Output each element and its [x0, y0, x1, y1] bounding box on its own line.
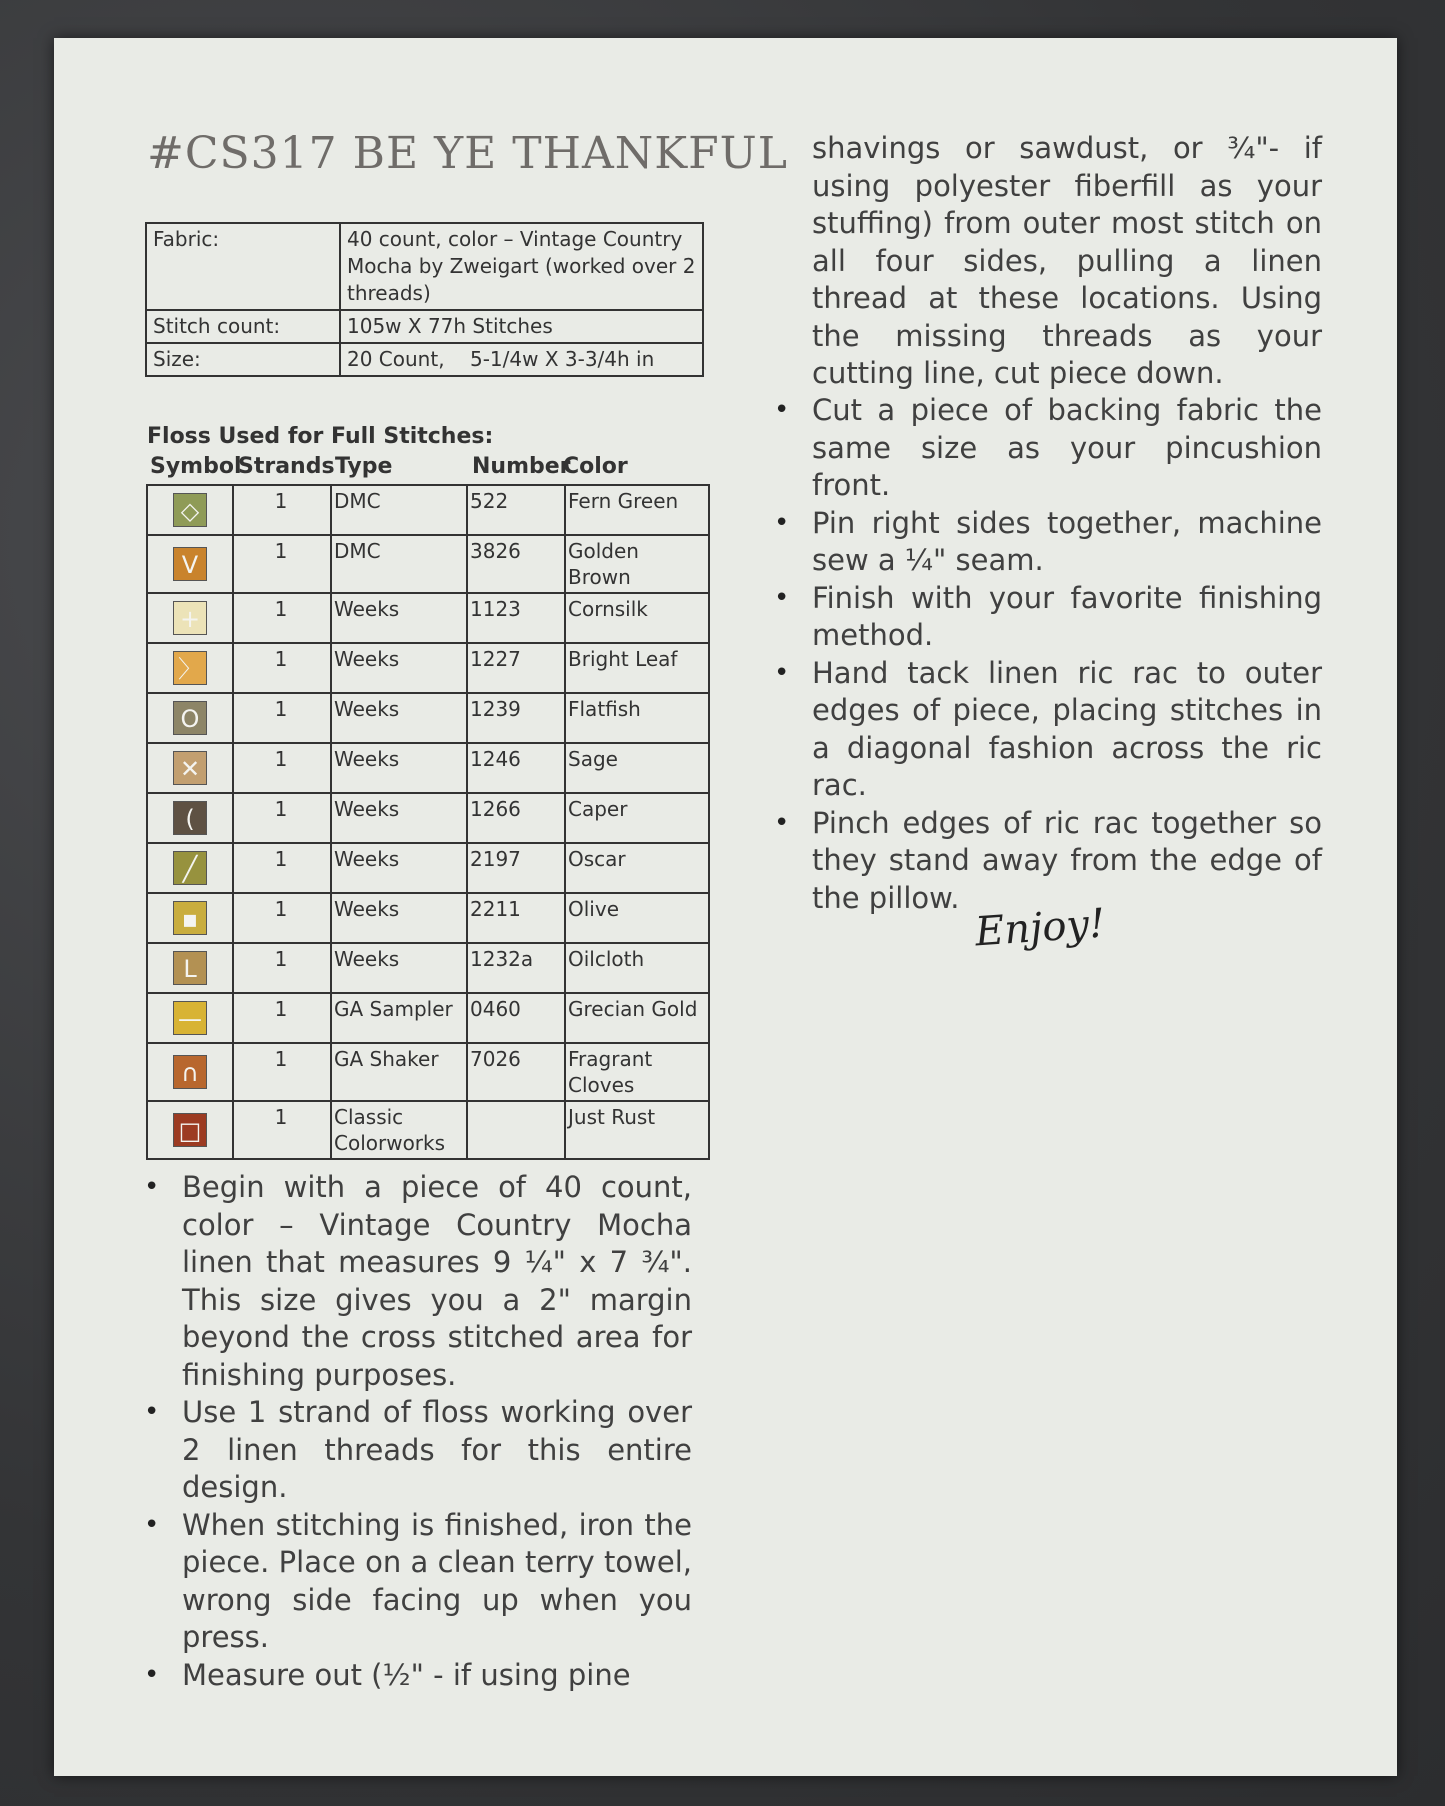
- floss-strands: 1: [233, 485, 331, 535]
- fabric-value: 40 count, color – Vintage Country Mocha by Zweigart (worked over 2 threads): [340, 223, 703, 310]
- floss-color-name: Oscar: [565, 843, 709, 893]
- floss-type: Weeks: [331, 693, 467, 743]
- floss-symbol-swatch: ✕: [173, 751, 207, 785]
- floss-number: 1123: [467, 593, 565, 643]
- floss-type: Classic Colorworks: [331, 1101, 467, 1159]
- floss-type: Weeks: [331, 843, 467, 893]
- size-row: [146, 343, 703, 376]
- floss-strands: 1: [233, 643, 331, 693]
- floss-type: Weeks: [331, 593, 467, 643]
- floss-strands: 1: [233, 793, 331, 843]
- floss-row: [147, 793, 709, 843]
- floss-row: [147, 893, 709, 943]
- floss-symbol-cell: [147, 743, 233, 793]
- floss-symbol-cell: [147, 793, 233, 843]
- floss-symbol-swatch: —: [173, 1001, 207, 1035]
- instruction-item: • Finish with your favorite finishing method.: [774, 580, 1322, 655]
- floss-type: DMC: [331, 485, 467, 535]
- floss-symbol-swatch: +: [173, 601, 207, 635]
- floss-symbol-cell: [147, 535, 233, 593]
- floss-color-name: Sage: [565, 743, 709, 793]
- floss-type: GA Shaker: [331, 1043, 467, 1101]
- floss-type: Weeks: [331, 893, 467, 943]
- floss-number: 522: [467, 485, 565, 535]
- floss-strands: 1: [233, 593, 331, 643]
- instruction-item: • Hand tack linen ric rac to outer edges of piece, placing stitches in a diagonal fashion across the ric rac.: [774, 655, 1322, 805]
- floss-strands: 1: [233, 943, 331, 993]
- floss-number: 0460: [467, 993, 565, 1043]
- floss-row: [147, 1101, 709, 1159]
- floss-strands: 1: [233, 843, 331, 893]
- instruction-item: • Measure out (½" - if using pine: [144, 1657, 692, 1695]
- floss-number: 3826: [467, 535, 565, 593]
- floss-symbol-swatch: □: [173, 1113, 207, 1147]
- floss-symbol-swatch: ▪: [173, 901, 207, 935]
- floss-color-name: Oilcloth: [565, 943, 709, 993]
- instruction-item: • When stitching is finished, iron the piece. Place on a clean terry towel, wrong side facing up when you press.: [144, 1507, 692, 1657]
- floss-symbol-cell: [147, 693, 233, 743]
- floss-number: [467, 1101, 565, 1159]
- floss-number: 2211: [467, 893, 565, 943]
- floss-type: Weeks: [331, 943, 467, 993]
- enjoy-signoff: Enjoy!: [973, 900, 1107, 956]
- floss-symbol-swatch: ∩: [173, 1055, 207, 1089]
- floss-color-name: Flatfish: [565, 693, 709, 743]
- floss-color-name: Fern Green: [565, 485, 709, 535]
- floss-type: Weeks: [331, 743, 467, 793]
- floss-symbol-cell: [147, 593, 233, 643]
- floss-color-name: Cornsilk: [565, 593, 709, 643]
- floss-color-name: Olive: [565, 893, 709, 943]
- floss-number: 2197: [467, 843, 565, 893]
- floss-color-name: Fragrant Cloves: [565, 1043, 709, 1101]
- floss-row: [147, 485, 709, 535]
- floss-color-name: Just Rust: [565, 1101, 709, 1159]
- size-value: 20 Count, 5-1/4w X 3-3/4h in: [340, 343, 703, 376]
- floss-number: 1227: [467, 643, 565, 693]
- floss-type: Weeks: [331, 643, 467, 693]
- number-header: Number: [472, 454, 571, 479]
- floss-number: 7026: [467, 1043, 565, 1101]
- floss-strands: 1: [233, 693, 331, 743]
- floss-strands: 1: [233, 1043, 331, 1101]
- floss-strands: 1: [233, 743, 331, 793]
- floss-number: 1239: [467, 693, 565, 743]
- floss-strands: 1: [233, 893, 331, 943]
- color-header: Color: [563, 454, 628, 479]
- floss-table: [146, 484, 710, 1160]
- floss-color-name: Grecian Gold: [565, 993, 709, 1043]
- floss-symbol-swatch: (: [173, 801, 207, 835]
- floss-row: [147, 993, 709, 1043]
- floss-symbol-swatch: 〉: [173, 651, 207, 685]
- left-instructions: [144, 1169, 692, 1694]
- floss-number: 1246: [467, 743, 565, 793]
- size-label: Size:: [146, 343, 340, 376]
- floss-symbol-swatch: V: [173, 547, 207, 581]
- floss-symbol-swatch: L: [173, 951, 207, 985]
- pattern-title: #CS317 BE YE THANKFUL: [147, 128, 788, 179]
- instruction-item: • Cut a piece of backing fabric the same size as your pincushion front.: [774, 392, 1322, 505]
- instruction-item: • Pinch edges of ric rac together so they stand away from the edge of the pillow.: [774, 805, 1322, 918]
- instruction-item: • Begin with a piece of 40 count, color – Vintage Country Mocha linen that measures 9 ¼" x 7 ¾". This size gives you a 2" margin beyond the cross stitched area for finishing purposes.: [144, 1169, 692, 1394]
- floss-symbol-cell: [147, 893, 233, 943]
- stitch-count-row: [146, 310, 703, 343]
- right-instructions: [774, 392, 1322, 917]
- floss-symbol-cell: [147, 643, 233, 693]
- floss-strands: 1: [233, 535, 331, 593]
- floss-strands: 1: [233, 1101, 331, 1159]
- floss-row: [147, 643, 709, 693]
- floss-color-name: Golden Brown: [565, 535, 709, 593]
- stitch-count-value: 105w X 77h Stitches: [340, 310, 703, 343]
- instruction-item: • Use 1 strand of floss working over 2 linen threads for this entire design.: [144, 1394, 692, 1507]
- floss-color-name: Caper: [565, 793, 709, 843]
- floss-symbol-cell: [147, 943, 233, 993]
- instruction-item: • Pin right sides together, machine sew a ¼" seam.: [774, 505, 1322, 580]
- floss-column-headers: [150, 454, 720, 482]
- floss-symbol-swatch: ◇: [173, 493, 207, 527]
- floss-symbol-swatch: ╱: [173, 851, 207, 885]
- floss-row: [147, 843, 709, 893]
- floss-symbol-cell: [147, 485, 233, 535]
- floss-row: [147, 535, 709, 593]
- floss-type: Weeks: [331, 793, 467, 843]
- floss-symbol-swatch: O: [173, 701, 207, 735]
- floss-type: GA Sampler: [331, 993, 467, 1043]
- floss-symbol-cell: [147, 993, 233, 1043]
- floss-heading: Floss Used for Full Stitches:: [147, 424, 494, 449]
- floss-symbol-cell: [147, 843, 233, 893]
- floss-row: [147, 943, 709, 993]
- floss-number: 1232a: [467, 943, 565, 993]
- floss-number: 1266: [467, 793, 565, 843]
- floss-symbol-cell: [147, 1043, 233, 1101]
- stitch-count-label: Stitch count:: [146, 310, 340, 343]
- floss-symbol-cell: [147, 1101, 233, 1159]
- floss-strands: 1: [233, 993, 331, 1043]
- fabric-row: [146, 223, 703, 310]
- floss-type: DMC: [331, 535, 467, 593]
- instruction-continuation: shavings or sawdust, or ¾"- if using polyester fiberfill as your stuffing) from outer most stitch on all four sides, pulling a linen thread at these locations. Using the missing threads as your cutting line, cut piece down.: [812, 131, 1322, 390]
- type-header: Type: [335, 454, 393, 479]
- fabric-label: Fabric:: [146, 223, 340, 310]
- fabric-info-table: [145, 222, 704, 377]
- strands-header: Strands: [238, 454, 335, 479]
- floss-row: [147, 593, 709, 643]
- symbol-header: Symbol: [150, 454, 242, 479]
- floss-row: [147, 1043, 709, 1101]
- floss-color-name: Bright Leaf: [565, 643, 709, 693]
- floss-row: [147, 743, 709, 793]
- floss-row: [147, 693, 709, 743]
